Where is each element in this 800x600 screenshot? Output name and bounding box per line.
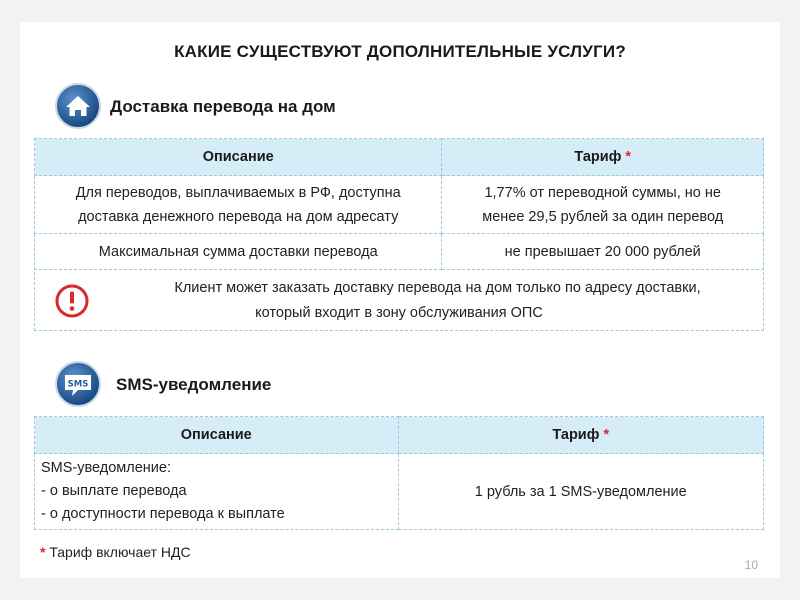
house-icon — [54, 82, 102, 130]
cell-description: SMS-уведомление: - о выплате перевода - о доступности перевода к выплате — [35, 454, 399, 530]
cell-tariff: не превышает 20 000 рублей — [442, 234, 764, 270]
page-number: 10 — [744, 558, 758, 572]
page-title: КАКИЕ СУЩЕСТВУЮТ ДОПОЛНИТЕЛЬНЫЕ УСЛУГИ? — [174, 42, 626, 61]
cell-description: Максимальная сумма доставки перевода — [35, 234, 442, 270]
sms-tariff-table — [34, 416, 764, 530]
cell-tariff: 1,77% от переводной суммы, но не менее 29,5 рублей за один перевод — [442, 176, 764, 234]
footnote: * Тариф включает НДС — [40, 544, 191, 560]
cell-tariff: 1 рубль за 1 SMS-уведомление — [398, 454, 764, 530]
note-text-line2: который входит в зону обслуживания ОПС — [255, 305, 543, 321]
table-header-row — [35, 417, 764, 454]
section-delivery-title: Доставка перевода на дом — [110, 97, 336, 116]
table-row — [35, 234, 764, 270]
section-sms-title: SMS-уведомление — [116, 375, 272, 394]
note-text-line1: Клиент может заказать доставку перевода на дом только по адресу доставки, — [174, 280, 701, 296]
delivery-note — [34, 272, 764, 331]
slide — [20, 22, 780, 578]
table-header-row — [35, 139, 764, 176]
column-header-tariff: Тариф * — [398, 417, 764, 454]
column-header-tariff: Тариф * — [442, 139, 764, 176]
table-row — [35, 454, 764, 530]
column-header-description: Описание — [35, 139, 442, 176]
cell-description: Для переводов, выплачиваемых в РФ, доступна доставка денежного перевода на дом адресату — [35, 176, 442, 234]
table-row — [35, 176, 764, 234]
sms-bubble-icon — [54, 360, 102, 408]
column-header-description: Описание — [35, 417, 399, 454]
svg-text:SMS: SMS — [67, 379, 89, 390]
delivery-tariff-table — [34, 138, 764, 270]
